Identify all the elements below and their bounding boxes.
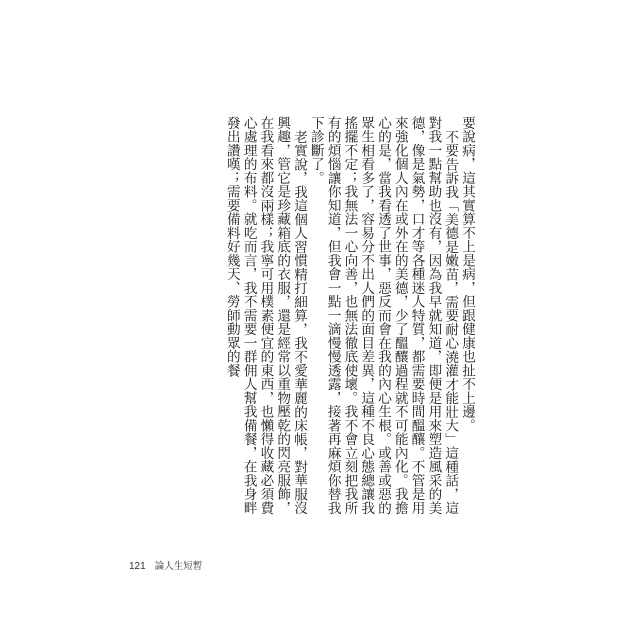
page-footer — [129, 558, 202, 572]
paragraph-2: 不要告訴我「美德是嫩苗，需要耐心澆灌才能壯大」這種話，這對我一點幫助也沒有，因為我早就知道，即便是用來塑造風采的美德，像是氣勢，口才等各種迷人特質，都需要時間醞釀。不管是用來強化個人內在或外在的美德，少了醞釀過程就不可能內化。我擔心的是，當我看透了世事，惡反而會在我的內心生根。或善或惡的眾生相看多了，容易分不出人們的面目差異，這種不良心態總讓我搖擺不定；我無法一心向善，也無法徹底使壞。我不會立刻把我所有的煩惱讓你知道，但我會一點一滴慢慢透露，接著再麻煩你替我下診斷了。 — [307, 116, 459, 515]
running-title: 論人生短暫 — [154, 561, 203, 572]
paragraph-1: 要說病，這其實算不上是病，但跟健康也扯不上邊。 — [459, 116, 475, 433]
paragraph-3: 老實說，我這個人習慣精打細算，我不愛華麗的床帳，對華服沒興趣，管它是珍藏箱底的衣服，還是經常以重物壓乾的閃亮服飾，在我看來都沒兩樣；我寧可用樸素便宜的東西，也懶得收藏必須費心處理的布料。就吃而言，我不需要一群佣人幫我備餐，在我身畔發出讚嘆；需要備料好幾天、勞師動眾的餐 — [223, 116, 308, 515]
page-number: 121 — [129, 561, 146, 572]
vertical-text-block — [141, 116, 475, 528]
